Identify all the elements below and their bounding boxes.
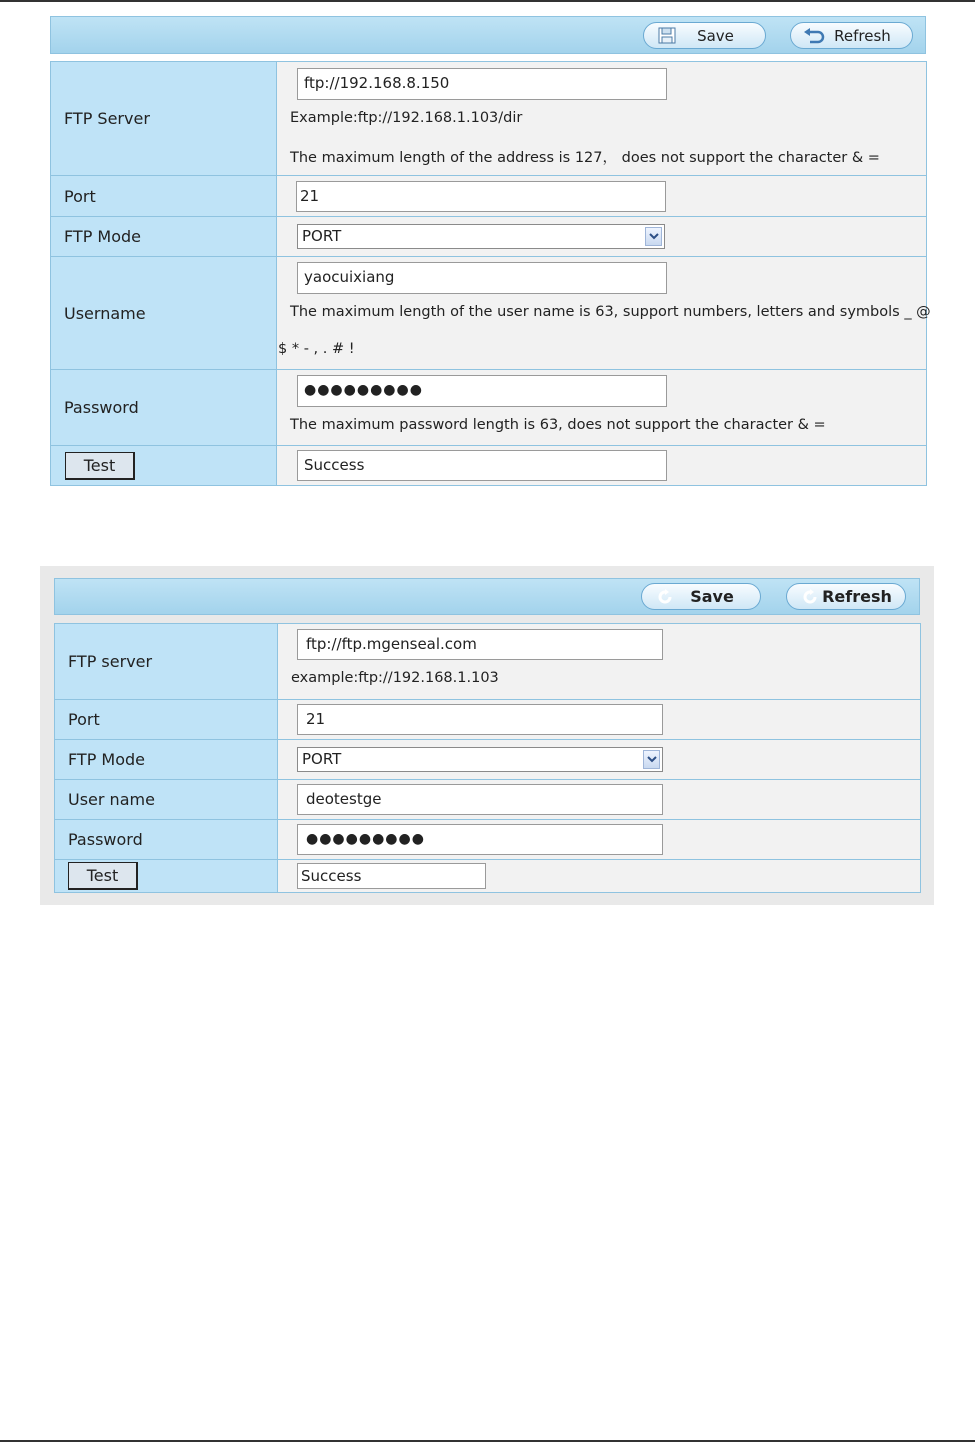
- ftp-server-label: FTP Server: [51, 62, 277, 176]
- ftp-form-table: [54, 623, 921, 893]
- username-label: Username: [51, 257, 277, 370]
- toolbar: [54, 578, 920, 615]
- floppy-disk-icon: [656, 27, 678, 45]
- username-symbols-hint: $ * - , . # !: [278, 341, 355, 357]
- test-result-cell: [277, 446, 927, 486]
- ftp-mode-select[interactable]: [297, 224, 665, 249]
- ftp-server-cell: [278, 624, 921, 700]
- chevron-down-icon[interactable]: [645, 227, 662, 246]
- refresh-label: Refresh: [822, 587, 892, 606]
- username-length-hint: The maximum length of the user name is 63, support numbers, letters and symbols _ @: [290, 304, 931, 320]
- password-label: Password: [55, 820, 278, 860]
- refresh-button[interactable]: [786, 583, 906, 610]
- chevron-down-icon[interactable]: [643, 750, 660, 769]
- port-label: Port: [55, 700, 278, 740]
- password-cell: [278, 820, 921, 860]
- save-label: Save: [690, 587, 734, 606]
- undo-arrow-icon: [803, 27, 825, 45]
- username-cell: [277, 257, 931, 370]
- refresh-button[interactable]: [790, 22, 913, 49]
- test-button[interactable]: Test: [65, 452, 135, 480]
- port-input[interactable]: 21: [297, 704, 663, 735]
- save-button[interactable]: [643, 22, 766, 49]
- ftp-server-input[interactable]: ftp://ftp.mgenseal.com: [297, 629, 663, 660]
- save-button[interactable]: [641, 583, 761, 610]
- ftp-mode-selected-value: PORT: [302, 750, 342, 768]
- ftp-server-example-hint: example:ftp://192.168.1.103: [291, 670, 499, 686]
- port-label: Port: [51, 176, 277, 217]
- password-cell: [277, 370, 927, 446]
- save-label: Save: [697, 26, 734, 45]
- ftp-server-cell: [277, 62, 927, 176]
- port-row: [51, 176, 927, 217]
- circular-arrow-icon: [799, 588, 821, 606]
- username-input[interactable]: deotestge: [297, 784, 663, 815]
- test-row: [55, 860, 921, 893]
- ftp-settings-panel-1: [50, 16, 931, 488]
- ftp-mode-row: [55, 740, 921, 780]
- test-button[interactable]: Test: [68, 862, 138, 890]
- ftp-mode-cell: [278, 740, 921, 780]
- test-cell: [51, 446, 277, 486]
- bottom-page-rule: [0, 1440, 975, 1442]
- username-cell: [278, 780, 921, 820]
- ftp-mode-label: FTP Mode: [51, 217, 277, 257]
- ftp-settings-panel-2: [40, 566, 934, 905]
- ftp-server-input[interactable]: ftp://192.168.8.150: [297, 68, 667, 100]
- username-row: [51, 257, 927, 370]
- port-cell: [278, 700, 921, 740]
- port-row: [55, 700, 921, 740]
- top-page-rule: [0, 0, 975, 2]
- username-label: User name: [55, 780, 278, 820]
- password-row: [51, 370, 927, 446]
- test-row: [51, 446, 927, 486]
- ftp-mode-label: FTP Mode: [55, 740, 278, 780]
- ftp-mode-cell: [277, 217, 927, 257]
- ftp-server-length-hint: The maximum length of the address is 127， does not support the character & =: [290, 150, 880, 166]
- refresh-label: Refresh: [834, 26, 891, 45]
- port-cell: [277, 176, 927, 217]
- password-input[interactable]: ●●●●●●●●●: [297, 375, 667, 407]
- ftp-server-row: [55, 624, 921, 700]
- test-result-field: Success: [297, 863, 486, 889]
- ftp-server-label: FTP server: [55, 624, 278, 700]
- password-row: [55, 820, 921, 860]
- ftp-mode-selected-value: PORT: [302, 227, 342, 245]
- username-input[interactable]: yaocuixiang: [297, 262, 667, 294]
- toolbar: [50, 16, 926, 54]
- password-input[interactable]: ●●●●●●●●●: [297, 824, 663, 855]
- ftp-server-example-hint: Example:ftp://192.168.1.103/dir: [290, 110, 523, 126]
- ftp-mode-select[interactable]: [297, 747, 663, 772]
- test-result-field: Success: [297, 450, 667, 481]
- password-length-hint: The maximum password length is 63, does not support the character & =: [290, 417, 826, 433]
- circular-arrow-icon: [654, 588, 676, 606]
- password-label: Password: [51, 370, 277, 446]
- ftp-form-table: [50, 61, 931, 486]
- username-row: [55, 780, 921, 820]
- test-cell: [55, 860, 278, 893]
- ftp-server-row: [51, 62, 927, 176]
- port-input[interactable]: 21: [296, 181, 666, 212]
- test-result-cell: [278, 860, 921, 893]
- ftp-mode-row: [51, 217, 927, 257]
